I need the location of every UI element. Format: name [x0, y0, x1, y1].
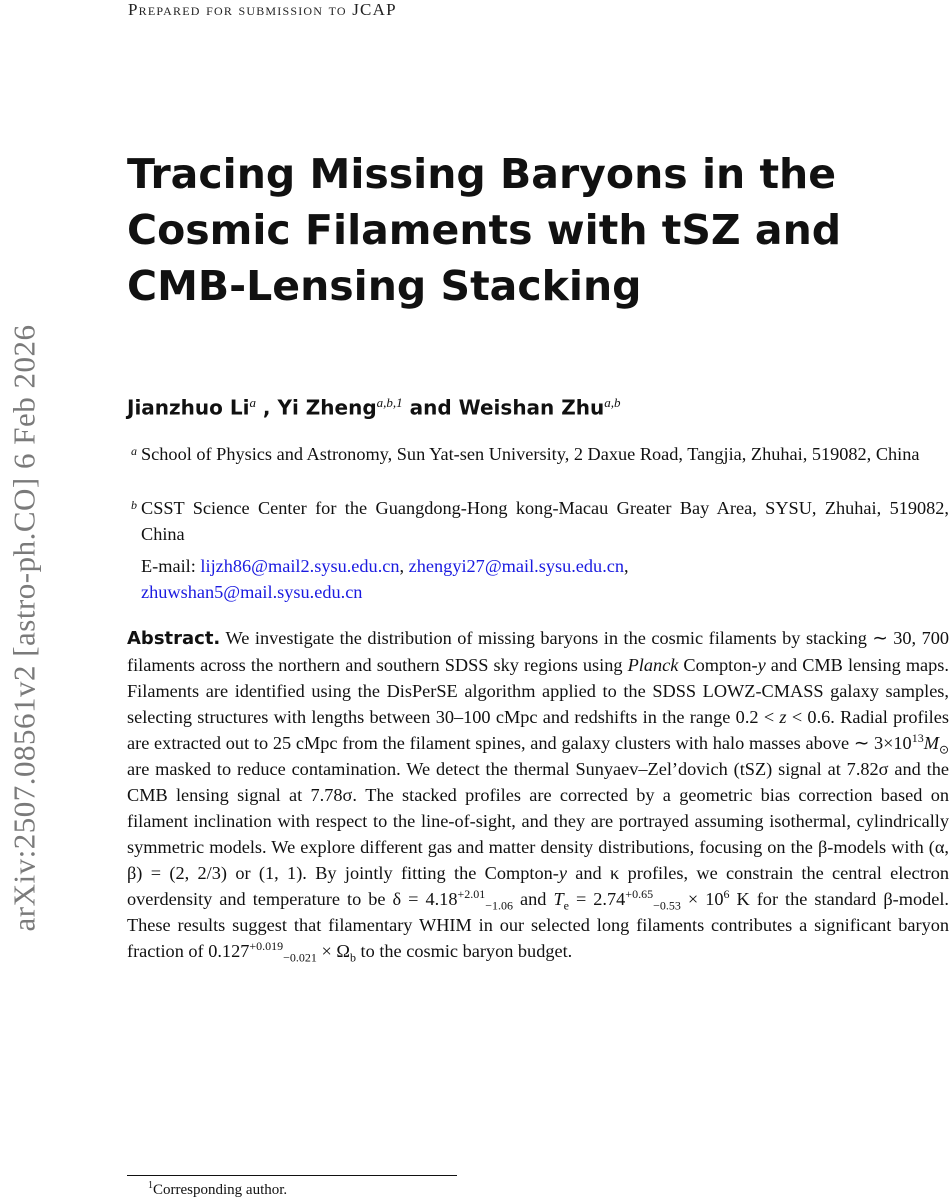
author-affiliation-mark: a,b,1: [376, 395, 403, 410]
email-link[interactable]: zhuwshan5@mail.sysu.edu.cn: [141, 582, 363, 602]
footnote-text: Corresponding author.: [153, 1182, 288, 1198]
arxiv-identifier-text: arXiv:2507.08561v2 [astro-ph.CO] 6 Feb 2026: [6, 324, 41, 931]
abstract-math: −0.53: [653, 898, 681, 913]
footnote-divider: [127, 1175, 457, 1176]
author-affiliation-mark: a,b: [604, 395, 621, 410]
abstract-text: and: [513, 889, 554, 909]
abstract-math: +0.65: [625, 886, 654, 901]
abstract-math: 6: [723, 886, 730, 901]
paper-title: Tracing Missing Baryons in the Cosmic Filaments with tSZ and CMB-Lensing Stacking: [127, 150, 842, 310]
abstract-math: M: [923, 733, 939, 753]
abstract-math: T: [553, 889, 564, 909]
abstract-text: and κ profiles, we constrain the central electron overdensity and temperature to be δ = 4.18: [127, 863, 950, 909]
author-affiliation-mark: a: [249, 395, 256, 410]
abstract-text: = 2.74: [568, 889, 626, 909]
abstract-math: b: [349, 950, 356, 965]
affiliation-text: CSST Science Center for the Guangdong-Hong kong-Macau Greater Bay Area, SYSU, Zhuhai, 519082, China: [141, 498, 949, 544]
affiliation-b: [131, 495, 949, 547]
author-name: Yi Zheng: [277, 395, 377, 420]
abstract-math: +0.019: [249, 938, 284, 953]
author-separator: ,: [255, 395, 278, 420]
abstract-text: Compton-: [678, 655, 758, 675]
abstract-math: 13: [911, 730, 924, 745]
arxiv-identifier: [4, 255, 44, 1000]
author-list: [127, 395, 620, 420]
abstract-text: < 0.6. Radial profiles are extracted out to 25 cMpc from the filament spines, and galaxy clusters with halo masses above ∼ 3×10: [127, 707, 949, 753]
email-label: E-mail:: [141, 556, 196, 576]
footnote-mark: 1: [148, 1180, 153, 1191]
email-link[interactable]: lijzh86@mail2.sysu.edu.cn: [200, 556, 400, 576]
abstract-text: to the cosmic baryon budget.: [355, 941, 573, 961]
abstract-text: × 10: [680, 889, 724, 909]
author-name: Jianzhuo Li: [127, 395, 250, 420]
abstract-math: −1.06: [485, 898, 514, 913]
abstract-text: × Ω: [316, 941, 350, 961]
abstract: [127, 625, 949, 964]
abstract-math: y: [558, 863, 567, 883]
abstract-math: y: [757, 655, 766, 675]
affiliation-mark: b: [131, 498, 137, 512]
abstract-math: ⊙: [938, 742, 949, 757]
abstract-text: K for the standard β-model. These results suggest that filamentary WHIM in our selected long filaments contributes a significant baryon fraction of 0.127: [127, 889, 949, 961]
affiliation-mark: a: [131, 444, 137, 458]
abstract-text: are masked to reduce contamination. We detect the thermal Sunyaev–Zel’dovich (tSZ) signal at 7.82σ and the CMB lensing signal at 7.78σ. The stacked profiles are corrected by a geometric bias correction based on filament inclination with respect to the line-of-sight, and they are portrayed assuming isothermal, cylindrically symmetric models. We explore different gas and matter density distributions, focusing on the β-models with (α, β) = (2, 2/3) or (1, 1). By jointly fitting the Compton-: [127, 759, 949, 883]
author-name: Weishan Zhu: [458, 395, 605, 420]
affiliation-a: [131, 441, 949, 467]
email-block: E-mail: lijzh86@mail2.sysu.edu.cn, zhengyi27@mail.sysu.edu.cn, zhuwshan5@mail.sysu.edu.cn: [141, 556, 629, 602]
affiliation-text: School of Physics and Astronomy, Sun Yat-sen University, 2 Daxue Road, Tangjia, Zhuhai, 519082, China: [141, 444, 920, 464]
email-link[interactable]: zhengyi27@mail.sysu.edu.cn: [408, 556, 625, 576]
abstract-math: −0.021: [283, 950, 317, 965]
footnote: [148, 1180, 287, 1199]
abstract-text: and CMB lensing maps. Filaments are identified using the DisPerSE algorithm applied to the SDSS LOWZ-CMASS galaxy samples, selecting structures with lengths between 30–100 cMpc and redshifts in the range 0.2 <: [127, 655, 949, 727]
abstract-text: We investigate the distribution of missing baryons in the cosmic filaments by stacking ∼ 30, 700 filaments across the northern and southern SDSS sky regions using: [127, 628, 949, 675]
abstract-math: +2.01: [457, 886, 486, 901]
abstract-text: Planck: [627, 655, 679, 675]
journal-header: Prepared for submission to JCAP: [128, 0, 397, 19]
abstract-heading: Abstract.: [127, 628, 221, 649]
author-separator: and: [402, 395, 459, 420]
abstract-math: e: [563, 898, 569, 913]
abstract-math: z: [779, 707, 787, 727]
